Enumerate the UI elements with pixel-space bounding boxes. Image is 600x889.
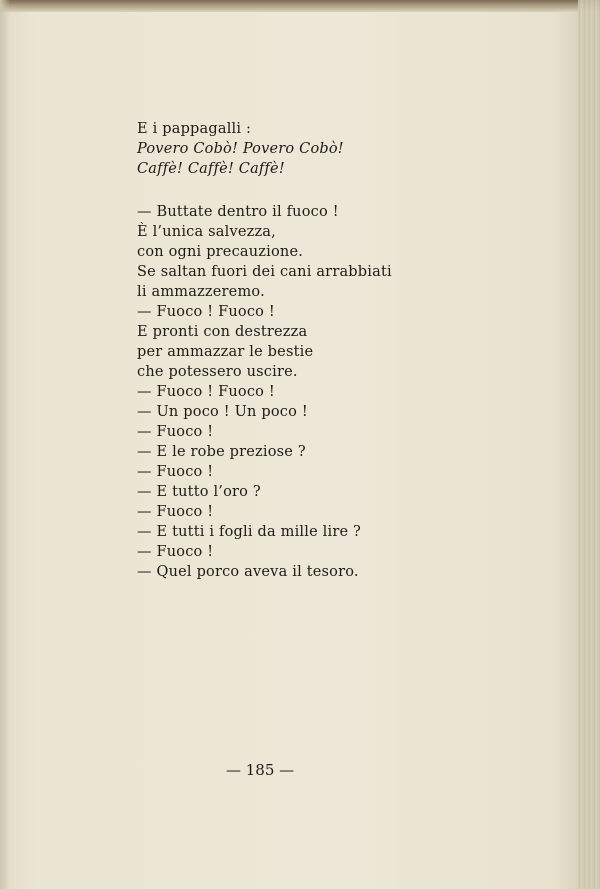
poem-line: — E tutto l’oro ? xyxy=(137,484,261,500)
poem-line: Caffè! Caffè! Caffè! xyxy=(137,161,285,177)
poem-line: li ammazzeremo. xyxy=(137,284,265,300)
poem-line: che potessero uscire. xyxy=(137,364,298,380)
stanza-2 xyxy=(137,202,437,582)
poem-line: Povero Cobò! Povero Cobò! xyxy=(137,141,344,157)
poem-line: — Fuoco ! xyxy=(137,464,214,480)
poem-line: E i pappagalli : xyxy=(137,121,252,137)
poem-line: — Fuoco ! Fuoco ! xyxy=(137,304,275,320)
poem-line: E pronti con destrezza xyxy=(137,324,308,340)
poem-line: — E le robe preziose ? xyxy=(137,444,306,460)
poem-text xyxy=(137,119,437,582)
poem-line: — Fuoco ! xyxy=(137,424,214,440)
poem-line: per ammazzar le bestie xyxy=(137,344,314,360)
poem-line: — Buttate dentro il fuoco ! xyxy=(137,204,339,220)
poem-line: — Quel porco aveva il tesoro. xyxy=(137,564,359,580)
page-gutter-shadow xyxy=(0,0,10,889)
poem-line: — Un poco ! Un poco ! xyxy=(137,404,308,420)
page-top-edge xyxy=(0,0,600,12)
poem-line: È l’unica salvezza, xyxy=(137,224,276,240)
page-number: — 185 — xyxy=(226,761,295,779)
page-fore-edge xyxy=(578,0,600,889)
poem-line: — Fuoco ! xyxy=(137,504,214,520)
poem-line: Se saltan fuori dei cani arrabbiati xyxy=(137,264,392,280)
poem-line: con ogni precauzione. xyxy=(137,244,304,260)
stanza-1 xyxy=(137,119,437,179)
poem-line: — E tutti i fogli da mille lire ? xyxy=(137,524,362,540)
stanza-gap xyxy=(137,179,437,202)
poem-line: — Fuoco ! Fuoco ! xyxy=(137,384,275,400)
poem-line: — Fuoco ! xyxy=(137,544,214,560)
